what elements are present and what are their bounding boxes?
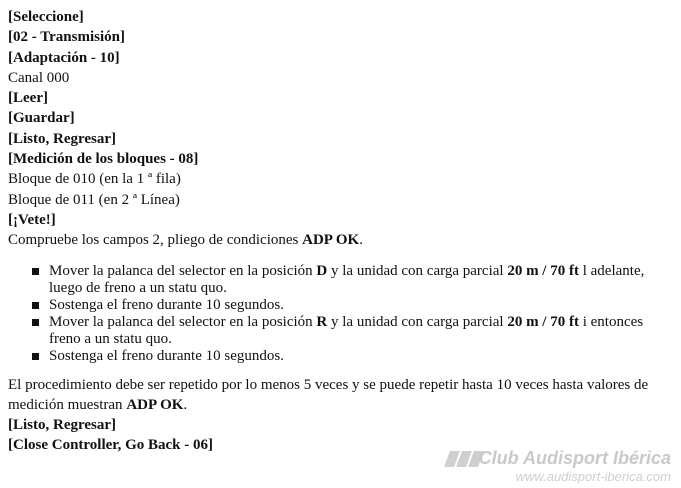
- closing-done-back: [Listo, Regresar]: [8, 417, 117, 434]
- instruction-text: Sostenga el freno durante 10 segundos.: [49, 296, 284, 313]
- instruction-position: R: [316, 313, 328, 330]
- watermark-url: www.audisport-iberica.com: [515, 469, 671, 484]
- step-block-011: Bloque de 011 (en 2 ª Línea): [8, 191, 180, 208]
- step-save: [Guardar]: [8, 110, 75, 127]
- instruction-item: [32, 263, 673, 297]
- check-status: ADP OK: [302, 232, 360, 249]
- club-logo-icon: [443, 451, 483, 467]
- instruction-item: [32, 348, 673, 365]
- procedure-period: .: [183, 396, 188, 413]
- step-done-back: [Listo, Regresar]: [8, 130, 117, 147]
- bullet-square-icon: [32, 353, 39, 360]
- watermark-title: Club Audisport Ibérica: [478, 448, 671, 468]
- bullet-square-icon: [32, 302, 39, 309]
- watermark: [479, 448, 671, 484]
- step-read: [Leer]: [8, 90, 48, 107]
- check-text: Compruebe los campos 2, pliego de condiciones: [8, 232, 303, 249]
- instruction-list: [8, 263, 673, 365]
- bullet-square-icon: [32, 319, 39, 326]
- step-adaptation: [Adaptación - 10]: [8, 49, 120, 66]
- instruction-position: D: [316, 262, 328, 279]
- instruction-text: Mover la palanca del selector en la posición: [49, 313, 317, 330]
- document: [8, 7, 673, 456]
- procedure-status: ADP OK: [126, 396, 184, 413]
- step-go: [¡Vete!]: [8, 211, 56, 228]
- step-measuring-blocks: [Medición de los bloques - 08]: [8, 151, 199, 168]
- closing-close-controller: [Close Controller, Go Back - 06]: [8, 437, 213, 454]
- instruction-item: [32, 314, 673, 348]
- step-list: [8, 7, 673, 230]
- instruction-text: y la unidad con carga parcial: [327, 313, 508, 330]
- instruction-distance: 20 m / 70 ft: [507, 313, 579, 330]
- check-period: .: [359, 232, 363, 249]
- step-select: [Seleccione]: [8, 9, 84, 25]
- step-block-010: Bloque de 010 (en la 1 ª fila): [8, 171, 181, 188]
- instruction-text: y la unidad con carga parcial: [327, 262, 508, 279]
- instruction-text: i entonces freno a un statu quo.: [49, 313, 644, 347]
- instruction-text: Sostenga el freno durante 10 segundos.: [49, 347, 284, 364]
- instruction-distance: 20 m / 70 ft: [507, 262, 579, 279]
- instruction-text: l adelante, luego de freno a un statu quo.: [49, 262, 645, 296]
- instruction-text: Mover la palanca del selector en la posición: [49, 262, 317, 279]
- procedure-paragraph: [8, 375, 668, 416]
- procedure-text: El procedimiento debe ser repetido por lo menos 5 veces y se puede repetir hasta 10 veces hasta valores de medición muestran: [8, 376, 649, 413]
- instruction-item: [32, 297, 673, 314]
- step-transmission: [02 - Transmisión]: [8, 29, 125, 46]
- bullet-square-icon: [32, 268, 39, 275]
- check-line: [8, 230, 673, 250]
- step-channel: Canal 000: [8, 69, 70, 86]
